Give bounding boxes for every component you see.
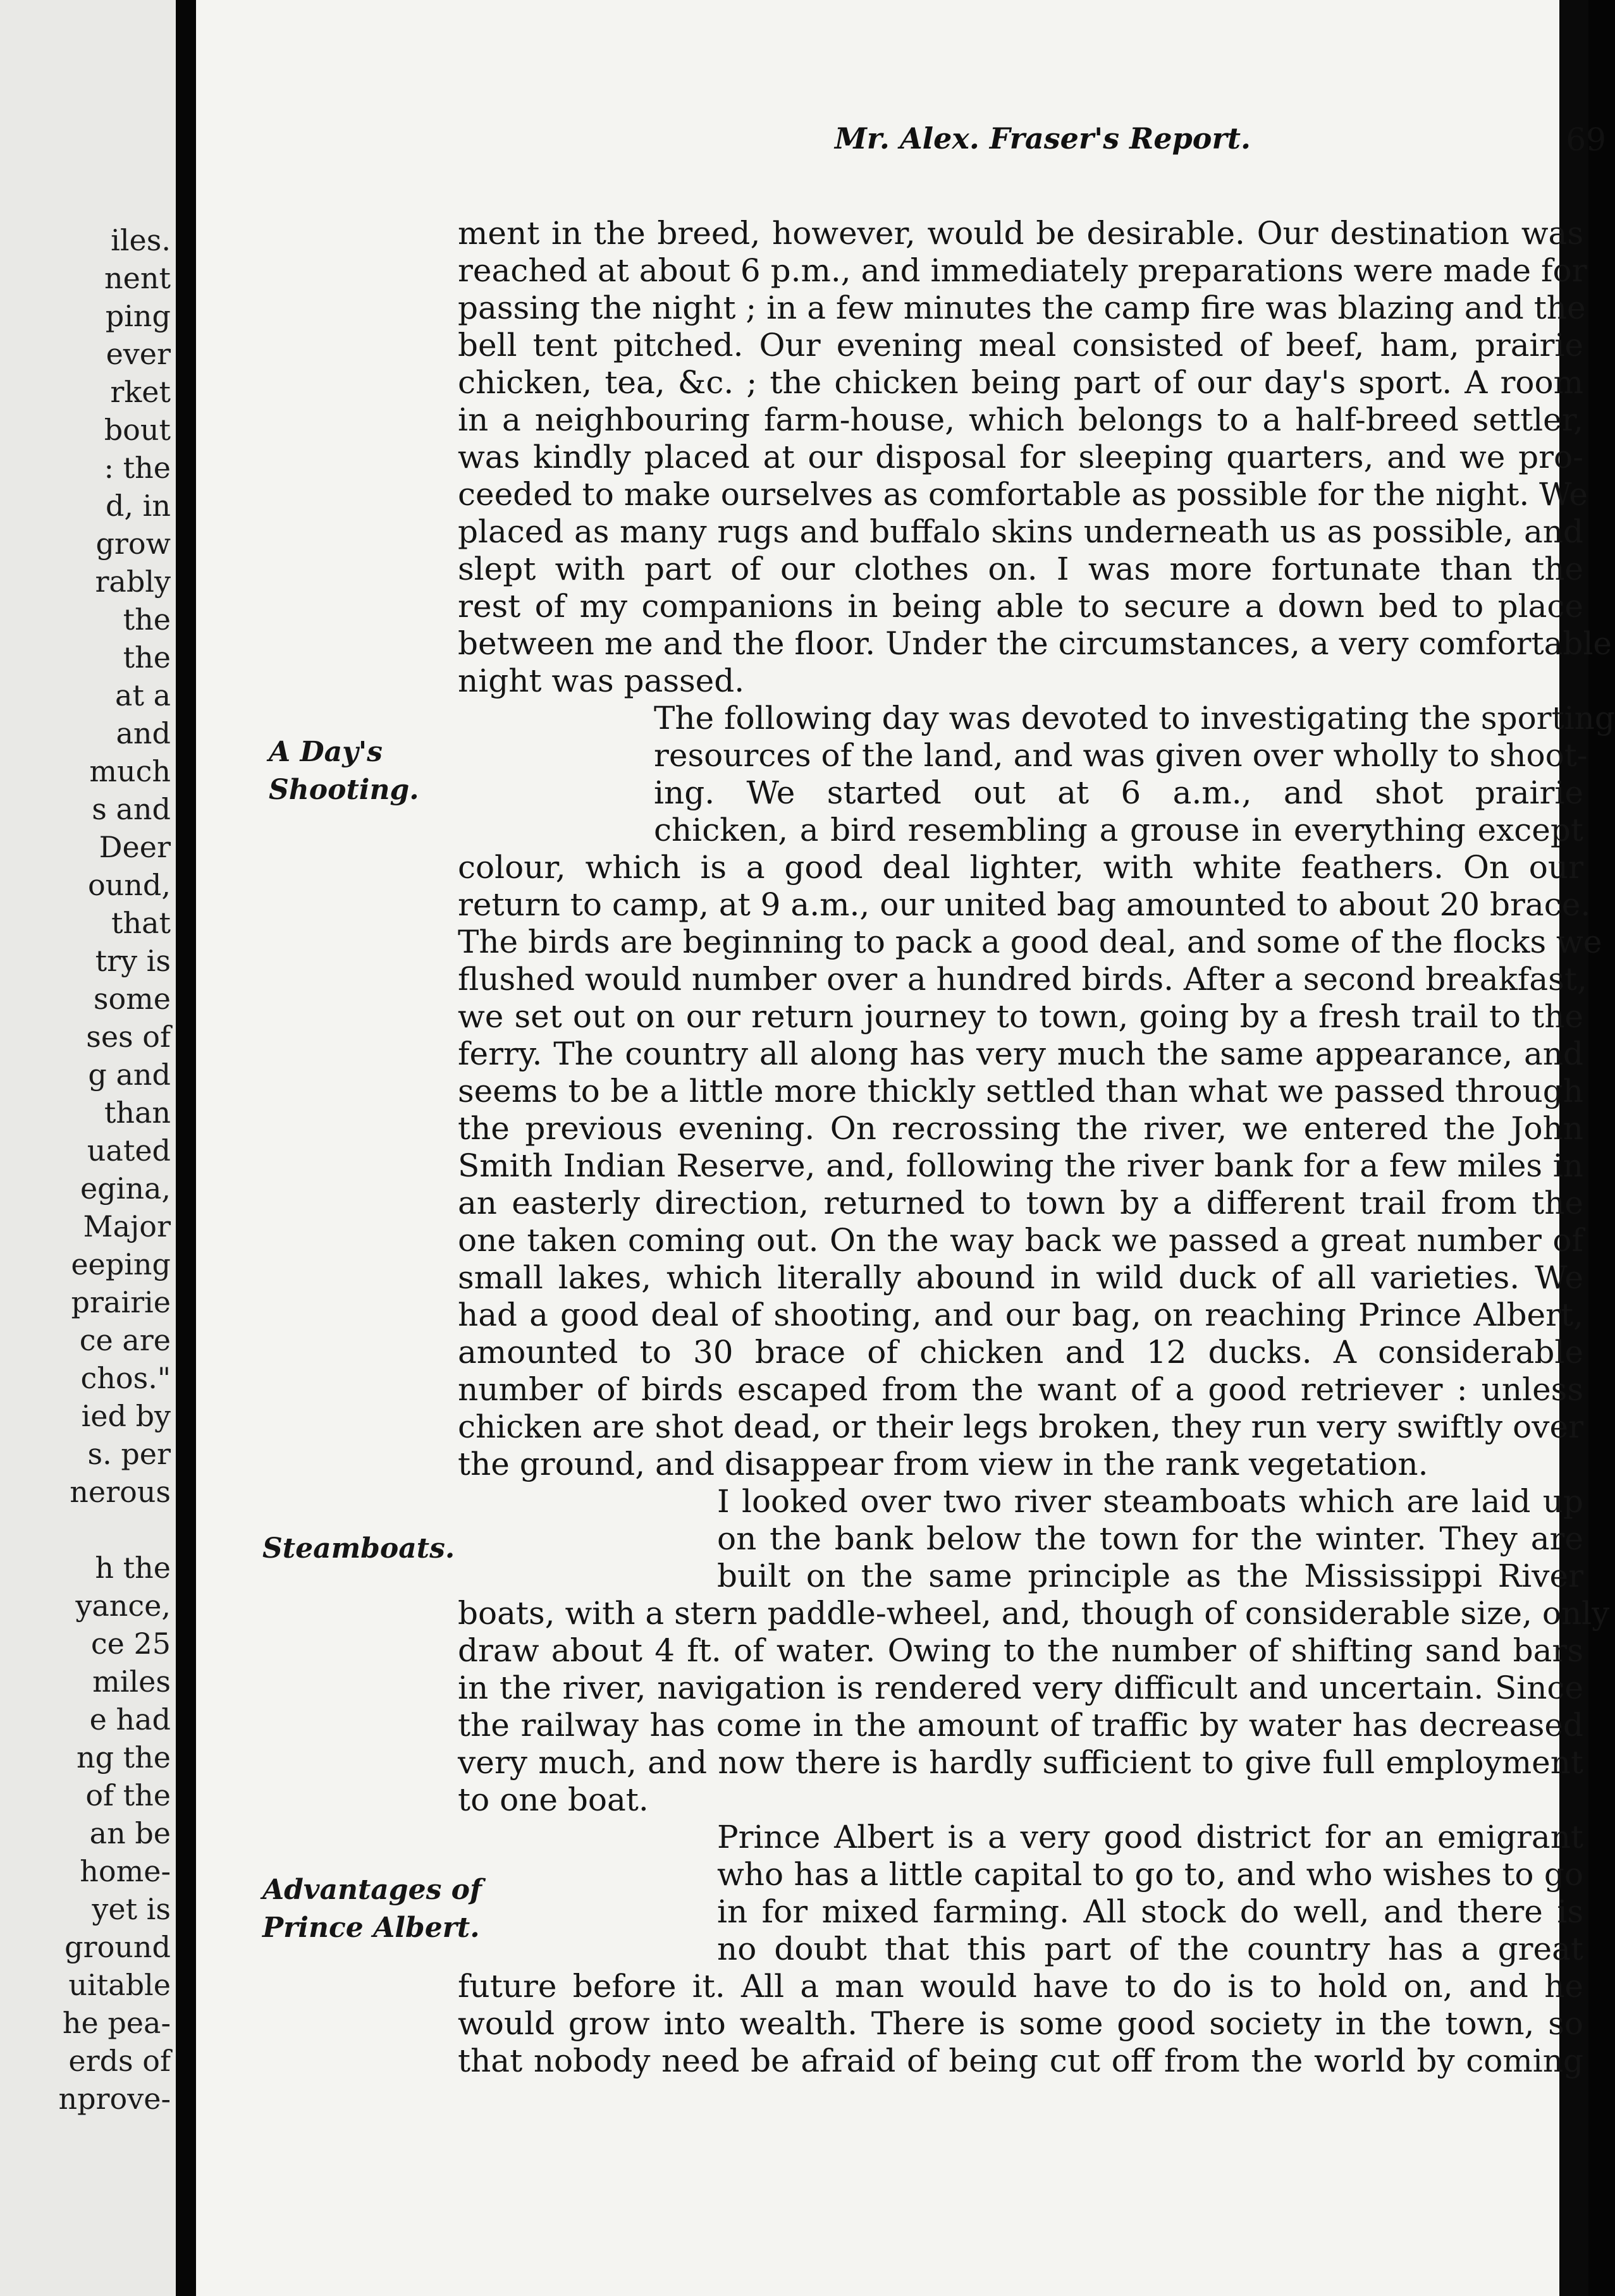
- facing-page-line: prairie: [71, 1285, 171, 1319]
- facing-page-line: an be: [89, 1816, 171, 1850]
- facing-page-line: home-: [80, 1854, 171, 1888]
- text-line: in the river, navigation is rendered very difficult and uncertain. Since: [458, 1670, 1583, 1706]
- text-line: ing. We started out at 6 a.m., and shot prairie: [654, 774, 1583, 811]
- facing-page-line: : the: [104, 451, 171, 485]
- text-line: The following day was devoted to investigating the sporting: [654, 700, 1615, 736]
- text-line: no doubt that this part of the country has a great: [717, 1931, 1583, 1967]
- text-line: seems to be a little more thickly settled than what we passed through: [458, 1073, 1583, 1109]
- text-line: future before it. All a man would have to do is to hold on, and he: [458, 1968, 1583, 2005]
- facing-page-line: Major: [83, 1209, 171, 1243]
- text-line: chicken are shot dead, or their legs broken, they run very swiftly over: [458, 1408, 1583, 1445]
- text-line: flushed would number over a hundred birds. After a second breakfast,: [458, 961, 1587, 998]
- running-header: [639, 121, 1606, 159]
- text-line: night was passed.: [458, 663, 745, 699]
- text-line: Smith Indian Reserve, and, following the river bank for a few miles in: [458, 1147, 1583, 1184]
- facing-page-line: g and: [88, 1058, 171, 1092]
- facing-page-line: ping: [105, 299, 171, 333]
- facing-page-line: miles: [92, 1664, 171, 1699]
- facing-page-line: ied by: [81, 1399, 171, 1433]
- text-line: small lakes, which literally abound in wild duck of all varieties. We: [458, 1259, 1583, 1296]
- facing-page-line: than: [104, 1096, 171, 1130]
- text-line: ferry. The country all along has very much the same appearance, and: [458, 1035, 1583, 1072]
- facing-page-line: uitable: [68, 1968, 171, 2002]
- running-title: Mr. Alex. Fraser's Report.: [835, 121, 1251, 156]
- facing-page-line: d, in: [105, 489, 171, 523]
- text-line: boats, with a stern paddle-wheel, and, though of considerable size, only: [458, 1595, 1610, 1632]
- text-line: between me and the floor. Under the circumstances, a very comfortable: [458, 625, 1612, 662]
- facing-page-line: ground: [64, 1930, 171, 1964]
- text-line: slept with part of our clothes on. I was more fortunate than the: [458, 551, 1583, 587]
- facing-page-line: that: [111, 906, 171, 940]
- text-line: would grow into wealth. There is some good society in the town, so: [458, 2005, 1583, 2042]
- facing-page-line: uated: [87, 1133, 171, 1168]
- text-line: was kindly placed at our disposal for sleeping quarters, and we pro-: [458, 439, 1583, 475]
- text-line: the railway has come in the amount of traffic by water has decreased: [458, 1707, 1583, 1743]
- text-line: an easterly direction, returned to town by a different trail from the: [458, 1185, 1583, 1221]
- text-line: that nobody need be afraid of being cut off from the world by coming: [458, 2043, 1583, 2079]
- text-line: ceeded to make ourselves as comfortable as possible for the night. We: [458, 476, 1588, 513]
- facing-page-line: ce 25: [90, 1627, 171, 1661]
- facing-page-line: s. per: [87, 1437, 171, 1471]
- text-line: the previous evening. On recrossing the river, we entered the John: [458, 1110, 1583, 1147]
- text-line: bell tent pitched. Our evening meal consisted of beef, ham, prairie: [458, 327, 1583, 363]
- text-line: return to camp, at 9 a.m., our united bag amounted to about 20 brace.: [458, 886, 1591, 923]
- facing-page-line: grow: [95, 527, 171, 561]
- facing-page-line: nent: [104, 261, 171, 295]
- text-line: placed as many rugs and buffalo skins underneath us as possible, and: [458, 513, 1583, 550]
- text-line: built on the same principle as the Mississippi River: [717, 1558, 1583, 1594]
- facing-page-line: yet is: [92, 1892, 171, 1926]
- body-text: [458, 215, 1615, 2080]
- text-line: draw about 4 ft. of water. Owing to the number of shifting sand bars: [458, 1632, 1583, 1669]
- page-number: 69: [1566, 121, 1606, 158]
- facing-page-line: s and: [92, 792, 171, 826]
- facing-page-line: yance,: [75, 1589, 171, 1623]
- facing-page-line: nprove-: [58, 2082, 171, 2116]
- text-line: in for mixed farming. All stock do well, and there is: [717, 1893, 1583, 1930]
- text-line: we set out on our return journey to town, going by a fresh trail to the: [458, 998, 1583, 1035]
- text-line: colour, which is a good deal lighter, with white feathers. On our: [458, 849, 1583, 886]
- facing-page-line: try is: [95, 944, 171, 978]
- book-page: [196, 0, 1615, 2296]
- text-line: one taken coming out. On the way back we passed a great number of: [458, 1222, 1583, 1259]
- facing-page-line: eeping: [71, 1247, 171, 1281]
- book-gutter: [176, 0, 196, 2296]
- text-line: had a good deal of shooting, and our bag, on reaching Prince Albert,: [458, 1297, 1583, 1333]
- facing-page-line: of the: [85, 1778, 171, 1812]
- facing-page-line: the: [123, 640, 171, 675]
- text-line: I looked over two river steamboats which are laid up: [717, 1483, 1583, 1520]
- facing-page-line: and: [116, 716, 171, 750]
- text-line: who has a little capital to go to, and who wishes to go: [717, 1856, 1583, 1893]
- text-line: chicken, tea, &c. ; the chicken being part of our day's sport. A room: [458, 364, 1583, 401]
- facing-page-line: the: [123, 602, 171, 637]
- facing-page-line: some: [93, 982, 171, 1016]
- facing-page-line: ever: [106, 337, 171, 371]
- facing-page-line: h the: [95, 1551, 171, 1585]
- facing-page-line: bout: [104, 413, 171, 447]
- facing-page-fragment: [0, 0, 176, 2296]
- margin-note-days-shooting-2: Shooting.: [269, 774, 419, 806]
- facing-page-line: nerous: [70, 1475, 171, 1509]
- text-line: The birds are beginning to pack a good deal, and some of the flocks we: [458, 924, 1602, 960]
- text-line: reached at about 6 p.m., and immediately preparations were made for: [458, 252, 1587, 289]
- facing-page-line: e had: [89, 1702, 171, 1737]
- facing-page-line: ses of: [86, 1020, 171, 1054]
- facing-page-line: rket: [110, 375, 171, 409]
- text-line: passing the night ; in a few minutes the camp fire was blazing and the: [458, 290, 1586, 326]
- text-line: to one boat.: [458, 1781, 649, 1818]
- text-line: number of birds escaped from the want of a good retriever : unless: [458, 1371, 1583, 1408]
- margin-note-steamboats: Steamboats.: [262, 1532, 455, 1565]
- facing-page-line: iles.: [111, 223, 171, 257]
- margin-note-advantages-1: Advantages of: [262, 1874, 482, 1906]
- text-line: amounted to 30 brace of chicken and 12 ducks. A considerable: [458, 1334, 1583, 1371]
- text-line: very much, and now there is hardly sufficient to give full employment: [458, 1744, 1583, 1781]
- text-line: in a neighbouring farm-house, which belongs to a half-breed settler,: [458, 401, 1583, 438]
- facing-page-line: ng the: [76, 1740, 171, 1774]
- facing-page-line: ce are: [79, 1323, 171, 1357]
- text-line: ment in the breed, however, would be desirable. Our destination was: [458, 215, 1583, 252]
- text-line: rest of my companions in being able to secure a down bed to place: [458, 588, 1583, 625]
- facing-page-line: much: [89, 754, 171, 788]
- facing-page-line: chos.": [80, 1361, 171, 1395]
- text-line: Prince Albert is a very good district for an emigrant: [717, 1819, 1583, 1855]
- facing-page-line: ound,: [87, 868, 171, 902]
- facing-page-line: at a: [115, 678, 171, 712]
- text-line: resources of the land, and was given over wholly to shoot-: [654, 737, 1588, 774]
- facing-page-line: he pea-: [62, 2006, 171, 2040]
- margin-note-advantages-2: Prince Albert.: [262, 1912, 480, 1944]
- margin-note-days-shooting-1: A Day's: [269, 736, 383, 768]
- facing-page-line: erds of: [68, 2044, 171, 2078]
- text-line: the ground, and disappear from view in the rank vegetation.: [458, 1446, 1428, 1482]
- text-line: chicken, a bird resembling a grouse in everything except: [654, 812, 1583, 848]
- facing-page-line: egina,: [80, 1171, 171, 1206]
- facing-page-line: Deer: [99, 830, 171, 864]
- facing-page-line: rably: [95, 565, 171, 599]
- text-line: on the bank below the town for the winter. They are: [717, 1520, 1583, 1557]
